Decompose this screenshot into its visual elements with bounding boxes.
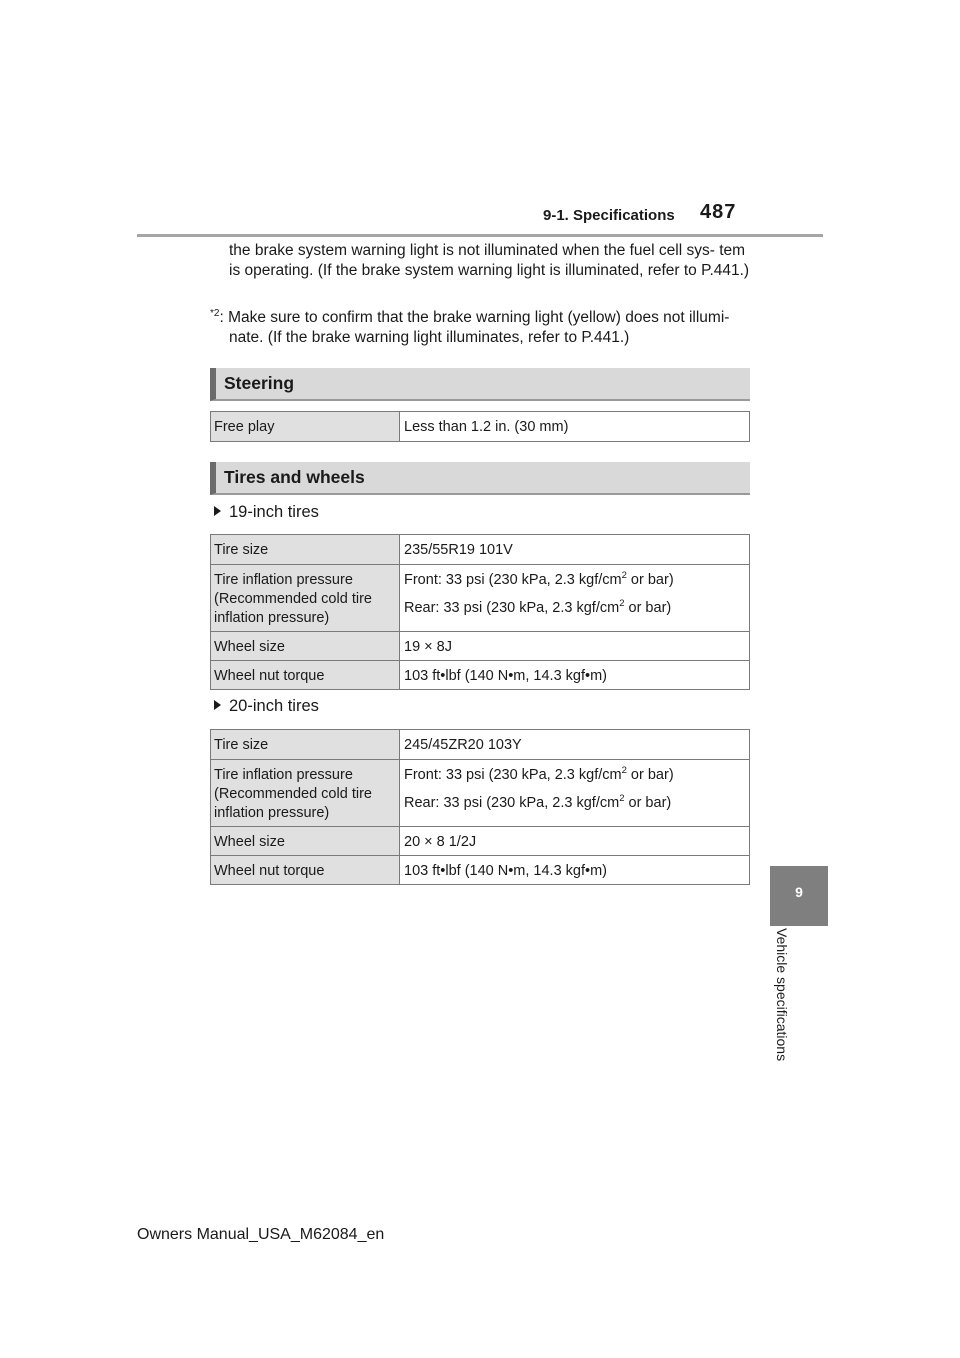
footer-doc-id: Owners Manual_USA_M62084_en xyxy=(137,1226,385,1243)
front-pressure: Front: 33 psi (230 kPa, 2.3 kgf/$cm^2$ or bar) xyxy=(404,765,674,783)
tires-19-table xyxy=(210,534,750,690)
steering-title: Steering xyxy=(224,373,295,393)
wheel-size-label: Wheel size xyxy=(211,827,400,856)
section-title: 9-1. Specifications xyxy=(543,207,675,224)
steering-table xyxy=(210,411,750,442)
header-divider xyxy=(137,234,823,237)
table-row xyxy=(211,760,750,827)
table-row xyxy=(211,856,750,885)
chapter-label: Vehicle specifications xyxy=(774,928,790,1062)
steering-heading xyxy=(210,368,750,401)
front-pressure: Front: 33 psi (230 kPa, 2.3 kgf/$cm^2$ or bar) xyxy=(404,570,674,588)
free-play-value: Less than 1.2 in. (30 mm) xyxy=(400,412,750,442)
rear-pressure: Rear: 33 psi (230 kPa, 2.3 kgf/$cm^2$ or bar) xyxy=(404,793,672,811)
tire-pressure-value xyxy=(400,760,750,827)
table-row xyxy=(211,827,750,856)
chapter-tab xyxy=(770,866,828,926)
wheel-size-value: 19 × 8J xyxy=(400,632,750,661)
tires-19-heading xyxy=(214,503,319,522)
table-row xyxy=(211,565,750,632)
arrow-right-icon xyxy=(214,506,221,516)
tire-pressure-label: Tire inflation pressure (Recommended cold tire inflation pressure) xyxy=(211,565,400,632)
tire-size-value: 235/55R19 101V xyxy=(400,535,750,565)
footnote-line-1: : Make sure to confirm that the brake warning light (yellow) does not illumi- xyxy=(219,309,730,326)
tire-size-label: Tire size xyxy=(211,730,400,760)
wheel-size-label: Wheel size xyxy=(211,632,400,661)
rear-pressure: Rear: 33 psi (230 kPa, 2.3 kgf/$cm^2$ or bar) xyxy=(404,598,672,616)
footnote-line-2: nate. (If the brake warning light illuminates, refer to P.441.) xyxy=(229,329,630,346)
nut-torque-label: Wheel nut torque xyxy=(211,856,400,885)
chapter-number: 9 xyxy=(795,884,803,900)
intro-paragraph: the brake system warning light is not illuminated when the fuel cell sys- tem is operating. (If the brake system warning light is illuminated, refer to P.441.) xyxy=(229,242,750,279)
table-row xyxy=(211,661,750,690)
table-row xyxy=(211,730,750,760)
nut-torque-value: 103 ft•lbf (140 N•m, 14.3 kgf•m) xyxy=(400,661,750,690)
tires-20-heading-text: 20-inch tires xyxy=(229,697,319,715)
wheel-size-value: 20 × 8 1/2J xyxy=(400,827,750,856)
tires-heading xyxy=(210,462,750,495)
tire-pressure-value xyxy=(400,565,750,632)
table-row xyxy=(211,412,750,442)
table-row xyxy=(211,632,750,661)
table-row xyxy=(211,535,750,565)
footnote-marker: *2 xyxy=(210,307,220,319)
tires-19-heading-text: 19-inch tires xyxy=(229,503,319,521)
tire-size-value: 245/45ZR20 103Y xyxy=(400,730,750,760)
tire-pressure-label: Tire inflation pressure (Recommended cold tire inflation pressure) xyxy=(211,760,400,827)
tires-20-table xyxy=(210,729,750,885)
nut-torque-label: Wheel nut torque xyxy=(211,661,400,690)
tires-20-heading xyxy=(214,697,319,716)
arrow-right-icon xyxy=(214,700,221,710)
free-play-label: Free play xyxy=(211,412,400,442)
page-number: 487 xyxy=(700,201,737,223)
tire-size-label: Tire size xyxy=(211,535,400,565)
tires-title: Tires and wheels xyxy=(224,467,365,487)
footnote xyxy=(210,308,755,348)
nut-torque-value: 103 ft•lbf (140 N•m, 14.3 kgf•m) xyxy=(400,856,750,885)
